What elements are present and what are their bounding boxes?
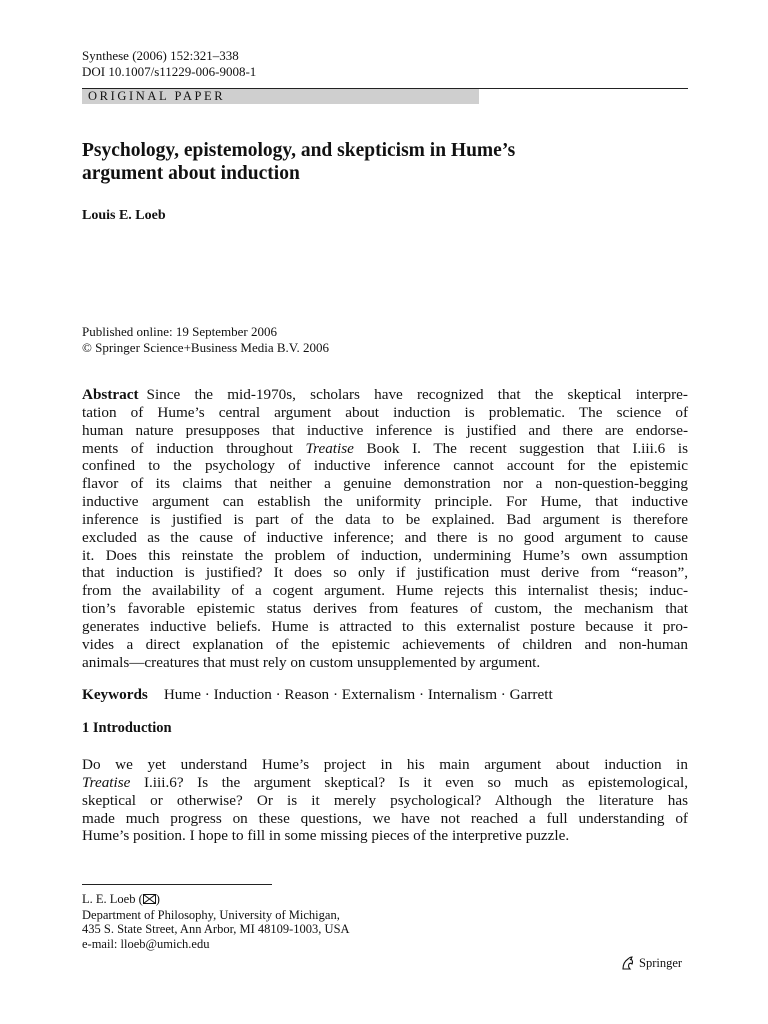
footnote-email[interactable]: e-mail: lloeb@umich.edu (82, 936, 210, 951)
treatise-italic: Treatise (82, 773, 131, 791)
footnote-rule (82, 884, 272, 885)
journal-citation: Synthese (2006) 152:321–338 (82, 48, 239, 63)
author-affiliation (82, 892, 350, 951)
intro-line: made much progress on these questions, we have not reached a full understanding of (82, 809, 688, 827)
abstract-line: inductive argument can establish the uniformity principle. For Hume, that inductive (82, 493, 688, 511)
abstract-line: flavor of its claims that neither a genuine demonstration nor a non-question-begging (82, 475, 688, 493)
abstract-line: from the availability of a cogent argument. Hume rejects this internalist thesis; induc- (82, 582, 688, 600)
published-date: Published online: 19 September 2006 (82, 324, 277, 339)
abstract-line: Abstract Since the mid-1970s, scholars have recognized that the skeptical interpre- (82, 386, 688, 403)
section-band: ORIGINAL PAPER (82, 89, 479, 104)
title-line: argument about induction (82, 163, 300, 184)
intro-line: Treatise I.iii.6? Is the argument skeptical? Is it even so much as epistemological, (82, 773, 688, 791)
abstract-line: vides a direct explanation of the epistemic achievements of children and non-human (82, 635, 688, 653)
publisher-name: Springer (639, 955, 683, 970)
intro-line: skeptical or otherwise? Or is it merely psychological? Although the literature has (82, 791, 688, 809)
abstract-line: tion’s favorable epistemic status derives from features of custom, the mechanism that (82, 600, 688, 618)
footnote-author: L. E. Loeb ( ) (82, 892, 160, 906)
keywords-list: Hume · Induction · Reason · Externalism · Internalism · Garrett (163, 686, 553, 703)
springer-horse-icon (620, 955, 636, 971)
keywords (82, 686, 553, 704)
publication-info (82, 324, 329, 356)
doi: DOI 10.1007/s11229-006-9008-1 (82, 64, 257, 79)
abstract-line: tation of Hume’s central argument about induction is problematic. The science of (82, 403, 688, 421)
abstract-line: excluded as the cause of inductive inference; and there is no good argument to cause (82, 528, 688, 546)
author: Louis E. Loeb (82, 208, 166, 223)
treatise-italic: Treatise (305, 439, 354, 457)
abstract-line: confined to the psychology of inductive inference cannot account for the epistemic (82, 457, 688, 475)
abstract-line: human nature presupposes that inductive inference is justified and there are endorse- (82, 421, 688, 439)
section-heading: 1 Introduction (82, 720, 172, 736)
abstract-line: inference is justified is part of the data to be explained. Bad argument is therefore (82, 510, 688, 528)
intro-line: Hume’s position. I hope to fill in some missing pieces of the interpretive puzzle. (82, 827, 570, 845)
intro-line: Do we yet understand Hume’s project in his main argument about induction in (82, 756, 688, 773)
abstract-line: that induction is justified? It does so only if justification must derive from “reason”, (82, 564, 688, 582)
keywords-label: Keywords (82, 686, 148, 703)
footnote-department: Department of Philosophy, University of Michigan, (82, 907, 340, 922)
abstract-line: animals—creatures that must rely on custom unsupplemented by argument. (82, 653, 541, 671)
title-line: Psychology, epistemology, and skepticism in Hume’s (82, 140, 516, 161)
abstract (82, 386, 688, 672)
abstract-line: ments of induction throughout Treatise Book I. The recent suggestion that I.iii.6 is (82, 439, 688, 457)
abstract-line: generates inductive beliefs. Hume is attracted to this externalist posture because it pro- (82, 617, 688, 635)
abstract-label: Abstract (82, 386, 139, 403)
envelope-icon (143, 893, 156, 908)
footnote-address: 435 S. State Street, Ann Arbor, MI 48109-1003, USA (82, 922, 350, 936)
publisher-logo (620, 955, 682, 971)
abstract-line: it. Does this reinstate the problem of induction, undermining Hume’s own assumption (82, 546, 688, 564)
copyright: © Springer Science+Business Media B.V. 2006 (82, 340, 329, 355)
introduction-body (82, 756, 688, 845)
article-title (82, 139, 688, 185)
